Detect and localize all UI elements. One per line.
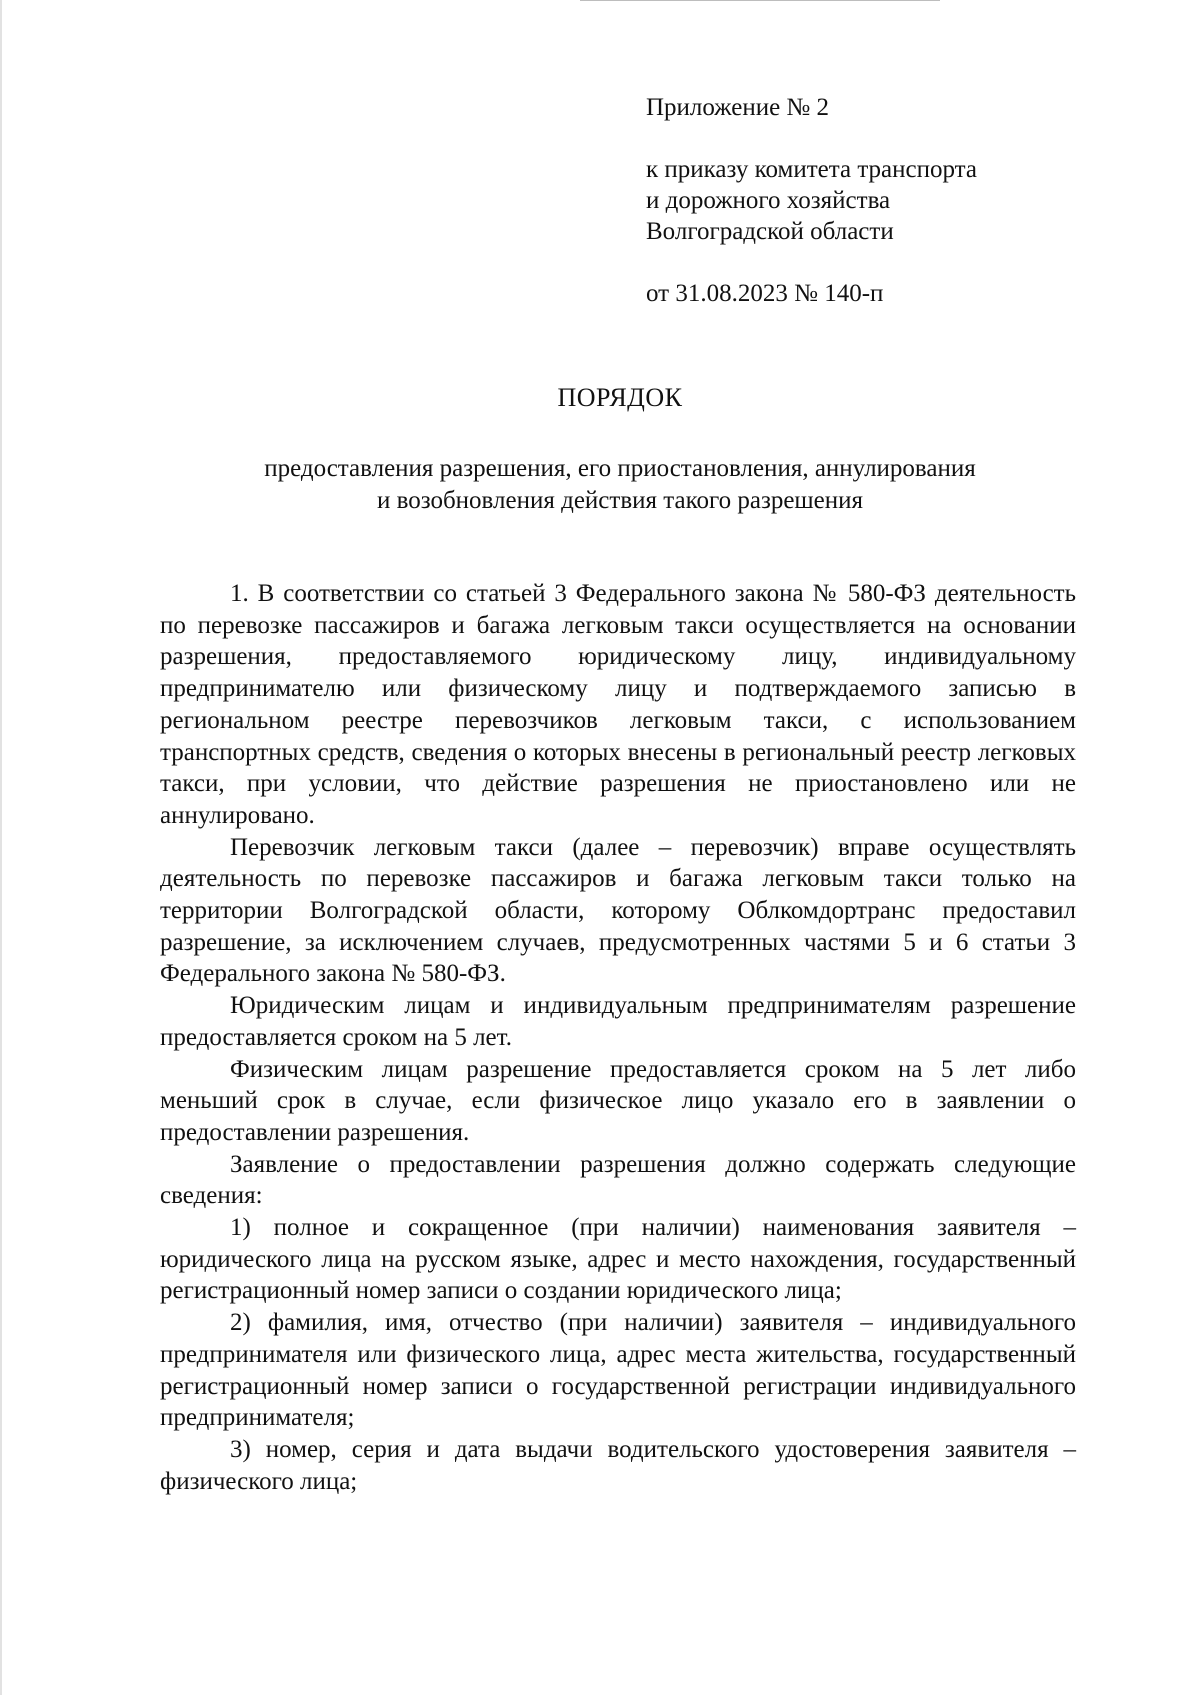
subtitle-line: и возобновления действия такого разрешения bbox=[376, 487, 864, 514]
paragraph-3: Юридическим лицам и индивидуальным предпринимателям разрешение предоставляется сроком на 5 лет. bbox=[160, 992, 1076, 1051]
appendix-line: Волгоградской области bbox=[646, 218, 894, 245]
list-item-1: 1) полное и сокращенное (при наличии) наименования заявителя – юридического лица на русском языке, адрес и место нахождения, государственный регистрационный номер записи о создании юридического лица; bbox=[160, 1214, 1076, 1305]
appendix-date: от 31.08.2023 № 140-п bbox=[646, 280, 884, 307]
appendix-line: к приказу комитета транспорта bbox=[646, 156, 977, 183]
paragraph-5: Заявление о предоставлении разрешения должно содержать следующие сведения: bbox=[160, 1150, 1076, 1210]
paragraph-1: 1. В соответствии со статьей 3 Федерального закона № 580-ФЗ деятельность по перевозке пассажиров и багажа легковым такси осуществляется на основании разрешения, предоставляемого юридическому лицу, индивидуальному предпринимателю или физическому лицу и подтверждаемого записью в региональном реестре перевозчиков легковым такси, с использованием транспортных средств, сведения о которых внесены в региональный реестр легковых такси, при условии, что действие разрешения не приостановлено или не аннулировано. bbox=[160, 580, 1076, 829]
scan-edge bbox=[0, 0, 2, 1695]
appendix-block bbox=[646, 92, 1126, 309]
list-item-3: 3) номер, серия и дата выдачи водительского удостоверения заявителя – физического лица; bbox=[160, 1435, 1076, 1495]
paragraph-2: Перевозчик легковым такси (далее – перевозчик) вправе осуществлять деятельность по перевозке пассажиров и багажа легковым такси только на территории Волгоградской области, которому Облкомдортранс предоставил разрешение, за исключением случаев, предусмотренных частями 5 и 6 статьи 3 Федерального закона № 580-ФЗ. bbox=[160, 833, 1076, 988]
scan-artifact-line bbox=[580, 0, 940, 1]
document-body bbox=[160, 578, 1076, 1497]
paragraph-4: Физическим лицам разрешение предоставляется сроком на 5 лет либо меньший срок в случае, если физическое лицо указало его в заявлении о предоставлении разрешения. bbox=[160, 1055, 1076, 1146]
document-title: ПОРЯДОК bbox=[557, 383, 683, 412]
subtitle-line: предоставления разрешения, его приостановления, аннулирования bbox=[264, 455, 976, 482]
document-subtitle bbox=[160, 453, 1080, 517]
appendix-title: Приложение № 2 bbox=[646, 94, 830, 121]
appendix-line: и дорожного хозяйства bbox=[646, 187, 891, 214]
list-item-2: 2) фамилия, имя, отчество (при наличии) заявителя – индивидуального предпринимателя или физического лица, адрес места жительства, государственный регистрационный номер записи о государственной регистрации индивидуального предпринимателя; bbox=[160, 1309, 1076, 1432]
